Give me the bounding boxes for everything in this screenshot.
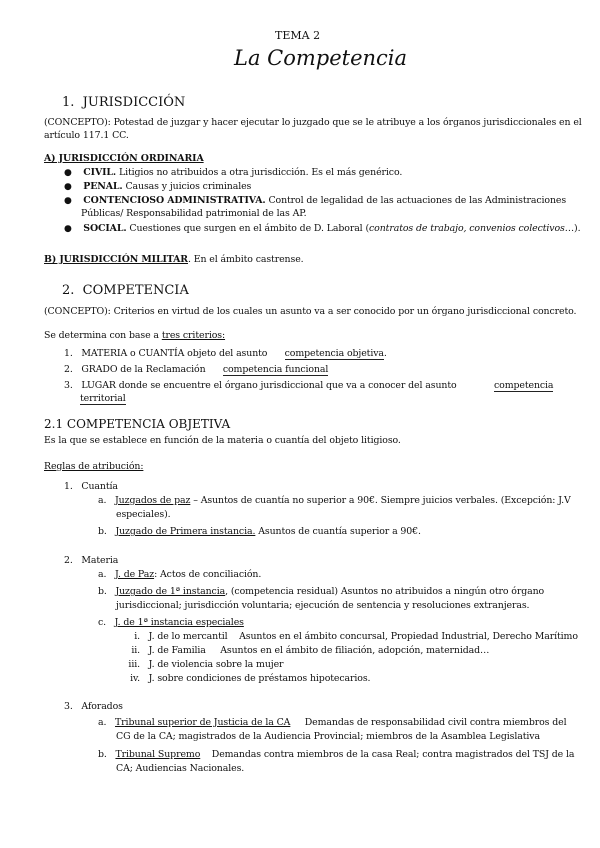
militar-line: B) JURISDICCIÓN MILITAR. En el ámbito castrense.: [44, 254, 304, 265]
page-title: La Competencia: [234, 46, 408, 70]
cuantia-heading: 1. Cuantía: [64, 481, 118, 492]
bullet-dot: ●: [64, 182, 72, 192]
materia-sub-ii: ii. J. de Familia Asuntos en el ámbito de filiación, adopción, maternidad…: [131, 645, 490, 656]
bullet-dot: ●: [64, 196, 72, 206]
materia-item-c: c. J. de 1ª instancia especiales: [98, 617, 244, 628]
bullet-contencioso: ● CONTENCIOSO ADMINISTRATIVA. Control de legalidad de las actuaciones de las Administraciones: [64, 195, 567, 206]
aforados-item-a-line2: CG de la CA; magistrados de la Audiencia Provincial; miembros de la Asamblea Legislativa: [116, 731, 540, 742]
section1-heading: 1. JURISDICCIÓN: [62, 95, 186, 110]
ordinaria-heading: A) JURISDICCIÓN ORDINARIA: [44, 153, 204, 164]
section21-heading: 2.1 COMPETENCIA OBJETIVA: [44, 417, 231, 431]
materia-sub-iv: iv. J. sobre condiciones de préstamos hipotecarios.: [130, 673, 371, 684]
reglas-label: Reglas de atribución:: [44, 461, 144, 472]
criterios-intro: Se determina con base a tres criterios:: [44, 330, 226, 341]
aforados-item-b-line2: CA; Audiencias Nacionales.: [116, 763, 245, 774]
tema-label: TEMA 2: [275, 29, 321, 42]
aforados-item-b: b. Tribunal Supremo Demandas contra miembros de la casa Real; contra magistrados del TSJ de la: [98, 749, 575, 760]
aforados-heading: 3. Aforados: [64, 701, 123, 712]
criterio-3-result: competencia: [494, 380, 554, 391]
criterio-1: 1. MATERIA o CUANTÍA objeto del asunto competencia objetiva.: [64, 348, 387, 359]
criterio-3: 3. LUGAR donde se encuentre el órgano jurisdiccional que va a conocer del asunto: [64, 380, 457, 391]
bullet-dot: ●: [64, 224, 72, 234]
cuantia-item-b: b. Juzgado de Primera instancia. Asuntos de cuantía superior a 90€.: [98, 526, 421, 537]
bullet-social: ● SOCIAL. Cuestiones que surgen en el ámbito de D. Laboral (contratos de trabajo, convenios colectivos…).: [64, 223, 581, 234]
bullet-civil: ● CIVIL. Litigios no atribuidos a otra jurisdicción. Es el más genérico.: [64, 167, 403, 178]
cuantia-item-a-line2: especiales).: [116, 509, 171, 520]
bullet-dot: ●: [64, 168, 72, 178]
criterio-2: 2. GRADO de la Reclamación competencia funcional: [64, 364, 329, 375]
section1-concept-line1: (CONCEPTO): Potestad de juzgar y hacer ejecutar lo juzgado que se le atribuye a los órganos jurisdiccionales en el: [44, 117, 582, 128]
aforados-item-a: a. Tribunal superior de Justicia de la CA Demandas de responsabilidad civil contra miembros del: [98, 717, 567, 728]
materia-sub-i: i. J. de lo mercantil Asuntos en el ámbito concursal, Propiedad Industrial, Derecho Marítimo: [134, 631, 578, 642]
section1-concept-line2: artículo 117.1 CC.: [44, 130, 129, 141]
bullet-penal: ● PENAL. Causas y juicios criminales: [64, 181, 252, 192]
section21-intro: Es la que se establece en función de la materia o cuantía del objeto litigioso.: [44, 435, 401, 446]
materia-item-b: b. Juzgado de 1ª instancia, (competencia residual) Asuntos no atribuidos a ningún otro órgano: [98, 586, 545, 597]
materia-item-a: a. J. de Paz: Actos de conciliación.: [98, 569, 262, 580]
bullet-contencioso-line2: Públicas/ Responsabilidad patrimonial de las AP.: [81, 208, 307, 219]
criterio-3-result-line2: territorial: [80, 393, 126, 404]
materia-item-b-line2: jurisdiccional; jurisdicción voluntaria; ejecución de sentencia y resoluciones extranjeras.: [116, 600, 530, 611]
materia-heading: 2. Materia: [64, 555, 119, 566]
section2-concept: (CONCEPTO): Criterios en virtud de los cuales un asunto va a ser conocido por un órgano jurisdiccional concreto.: [44, 306, 577, 317]
cuantia-item-a: a. Juzgados de paz – Asuntos de cuantía no superior a 90€. Siempre juicios verbales. (Excepción: J.V: [98, 495, 571, 506]
section2-heading: 2. COMPETENCIA: [62, 283, 189, 298]
materia-sub-iii: iii. J. de violencia sobre la mujer: [128, 659, 284, 670]
